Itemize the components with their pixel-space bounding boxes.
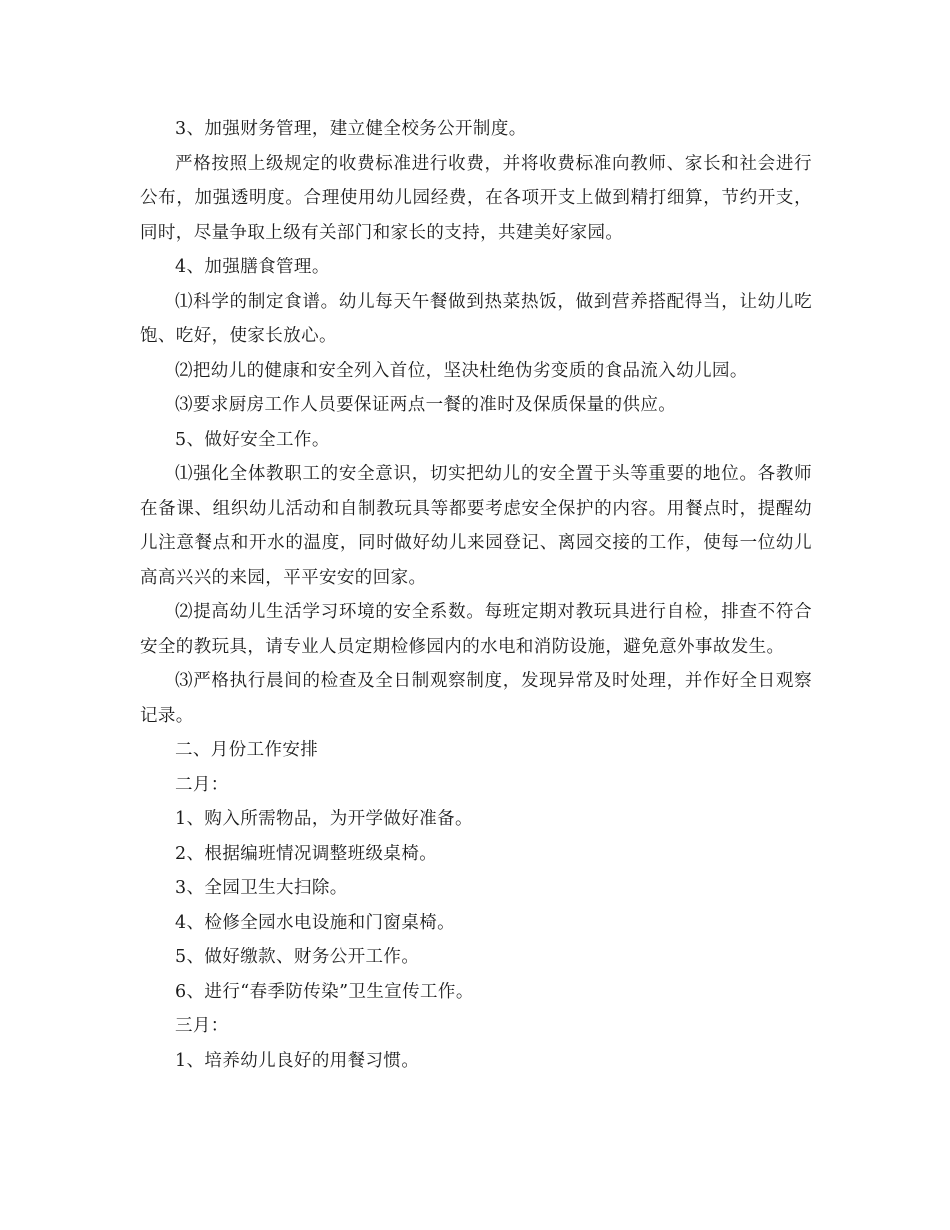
list-item: 4、检修全园水电设施和门窗桌椅。	[175, 912, 456, 933]
list-item: 3、全园卫生大扫除。	[175, 878, 348, 898]
paragraph-safety-1: ⑴强化全体教职工的安全意识，切实把幼儿的安全置于头等重要的地位。各教师在备课、组织幼儿活动和自制教玩具等都要考虑安全保护的内容。用餐点时，提醒幼儿注意餐点和开水的温度，同时做好幼儿来园登记、离园交接的工作，使每一位幼儿高高兴兴的来园，平平安安的回家。	[140, 464, 812, 588]
section-heading-monthly: 二、月份工作安排	[175, 740, 319, 760]
paragraph-safety-3: ⑶严格执行晨间的检查及全日制观察制度，发现异常及时处理，并作好全日观察记录。	[140, 671, 812, 726]
list-item: 1、购入所需物品，为开学做好准备。	[175, 809, 473, 829]
document-body	[140, 112, 812, 1078]
month-heading-march: 三月：	[175, 1016, 229, 1036]
paragraph-safety-2: ⑵提高幼儿生活学习环境的安全系数。每班定期对教玩具进行自检，排查不符合安全的教玩具，请专业人员定期检修园内的水电和消防设施，避免意外事故发生。	[140, 602, 812, 657]
section-heading-meals: 4、加强膳食管理。	[175, 257, 330, 277]
paragraph-meals-1: ⑴科学的制定食谱。幼儿每天午餐做到热菜热饭，做到营养搭配得当，让幼儿吃饱、吃好，使家长放心。	[140, 291, 812, 346]
list-item: 6、进行“春季防传染”卫生宣传工作。	[175, 981, 474, 1002]
month-heading-february: 二月：	[175, 774, 229, 795]
list-item: 2、根据编班情况调整班级桌椅。	[175, 843, 438, 864]
section-heading-finance: 3、加强财务管理，建立健全校务公开制度。	[175, 119, 527, 139]
list-item: 1、培养幼儿良好的用餐习惯。	[175, 1050, 420, 1071]
paragraph-meals-3: ⑶要求厨房工作人员要保证两点一餐的准时及保质保量的供应。	[175, 395, 677, 415]
paragraph-meals-2: ⑵把幼儿的健康和安全列入首位，坚决杜绝伪劣变质的食品流入幼儿园。	[175, 360, 748, 381]
paragraph-finance: 严格按照上级规定的收费标准进行收费，并将收费标准向教师、家长和社会进行公布，加强透明度。合理使用幼儿园经费，在各项开支上做到精打细算，节约开支，同时，尽量争取上级有关部门和家长的支持，共建美好家园。	[140, 153, 812, 243]
list-item: 5、做好缴款、财务公开工作。	[175, 947, 420, 967]
section-heading-safety: 5、做好安全工作。	[175, 429, 330, 450]
